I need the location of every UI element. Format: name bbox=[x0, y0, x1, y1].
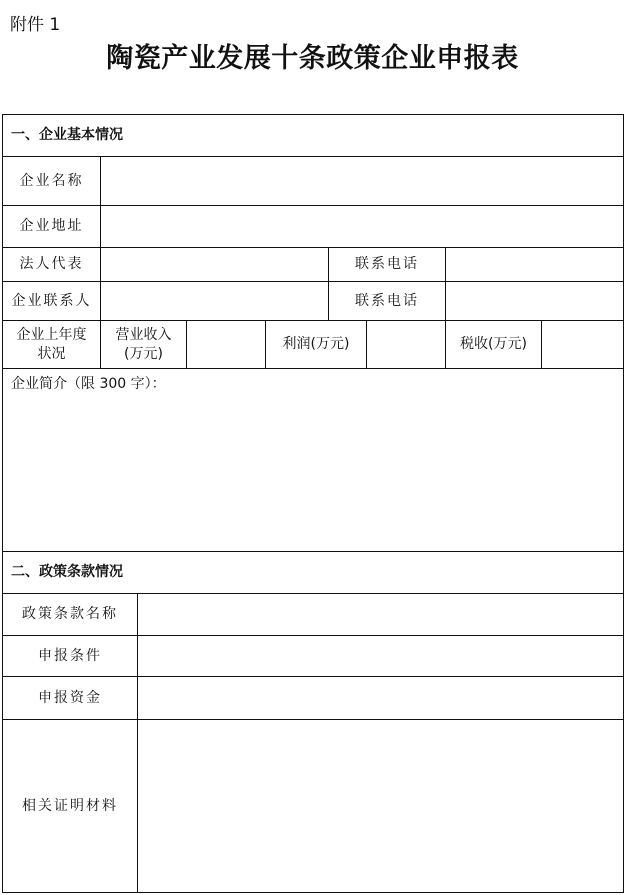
policy-name-label: 政策条款名称 bbox=[2, 593, 138, 636]
materials-field[interactable] bbox=[137, 719, 624, 893]
company-intro-area[interactable] bbox=[2, 368, 624, 552]
conditions-field[interactable] bbox=[137, 635, 624, 677]
section-2-heading: 二、政策条款情况 bbox=[2, 551, 624, 594]
company-address-field[interactable] bbox=[100, 205, 624, 248]
attachment-label: 附件 1 bbox=[10, 15, 61, 35]
materials-label: 相关证明材料 bbox=[2, 719, 138, 893]
legal-rep-field[interactable] bbox=[100, 247, 329, 282]
company-name-field[interactable] bbox=[100, 156, 624, 206]
revenue-field[interactable] bbox=[186, 320, 266, 369]
policy-name-field[interactable] bbox=[137, 593, 624, 636]
phone-field-1[interactable] bbox=[445, 247, 624, 282]
tax-field[interactable] bbox=[541, 320, 624, 369]
contact-person-label: 企业联系人 bbox=[2, 281, 101, 321]
funds-label: 申报资金 bbox=[2, 676, 138, 720]
legal-rep-label: 法人代表 bbox=[2, 247, 101, 282]
company-address-label: 企业地址 bbox=[2, 205, 101, 248]
company-name-label: 企业名称 bbox=[2, 156, 101, 206]
phone-label-2: 联系电话 bbox=[328, 281, 446, 321]
section-1-heading: 一、企业基本情况 bbox=[2, 114, 624, 157]
revenue-label: 营业收入(万元) bbox=[100, 320, 187, 369]
last-year-status-label: 企业上年度状况 bbox=[2, 320, 101, 369]
profit-field[interactable] bbox=[366, 320, 446, 369]
phone-field-2[interactable] bbox=[445, 281, 624, 321]
form-title: 陶瓷产业发展十条政策企业申报表 bbox=[106, 43, 519, 74]
company-intro-label: 企业简介（限 300 字）： bbox=[11, 376, 166, 392]
funds-field[interactable] bbox=[137, 676, 624, 720]
contact-person-field[interactable] bbox=[100, 281, 329, 321]
profit-label: 利润(万元) bbox=[265, 320, 367, 369]
conditions-label: 申报条件 bbox=[2, 635, 138, 677]
phone-label-1: 联系电话 bbox=[328, 247, 446, 282]
tax-label: 税收(万元) bbox=[445, 320, 542, 369]
